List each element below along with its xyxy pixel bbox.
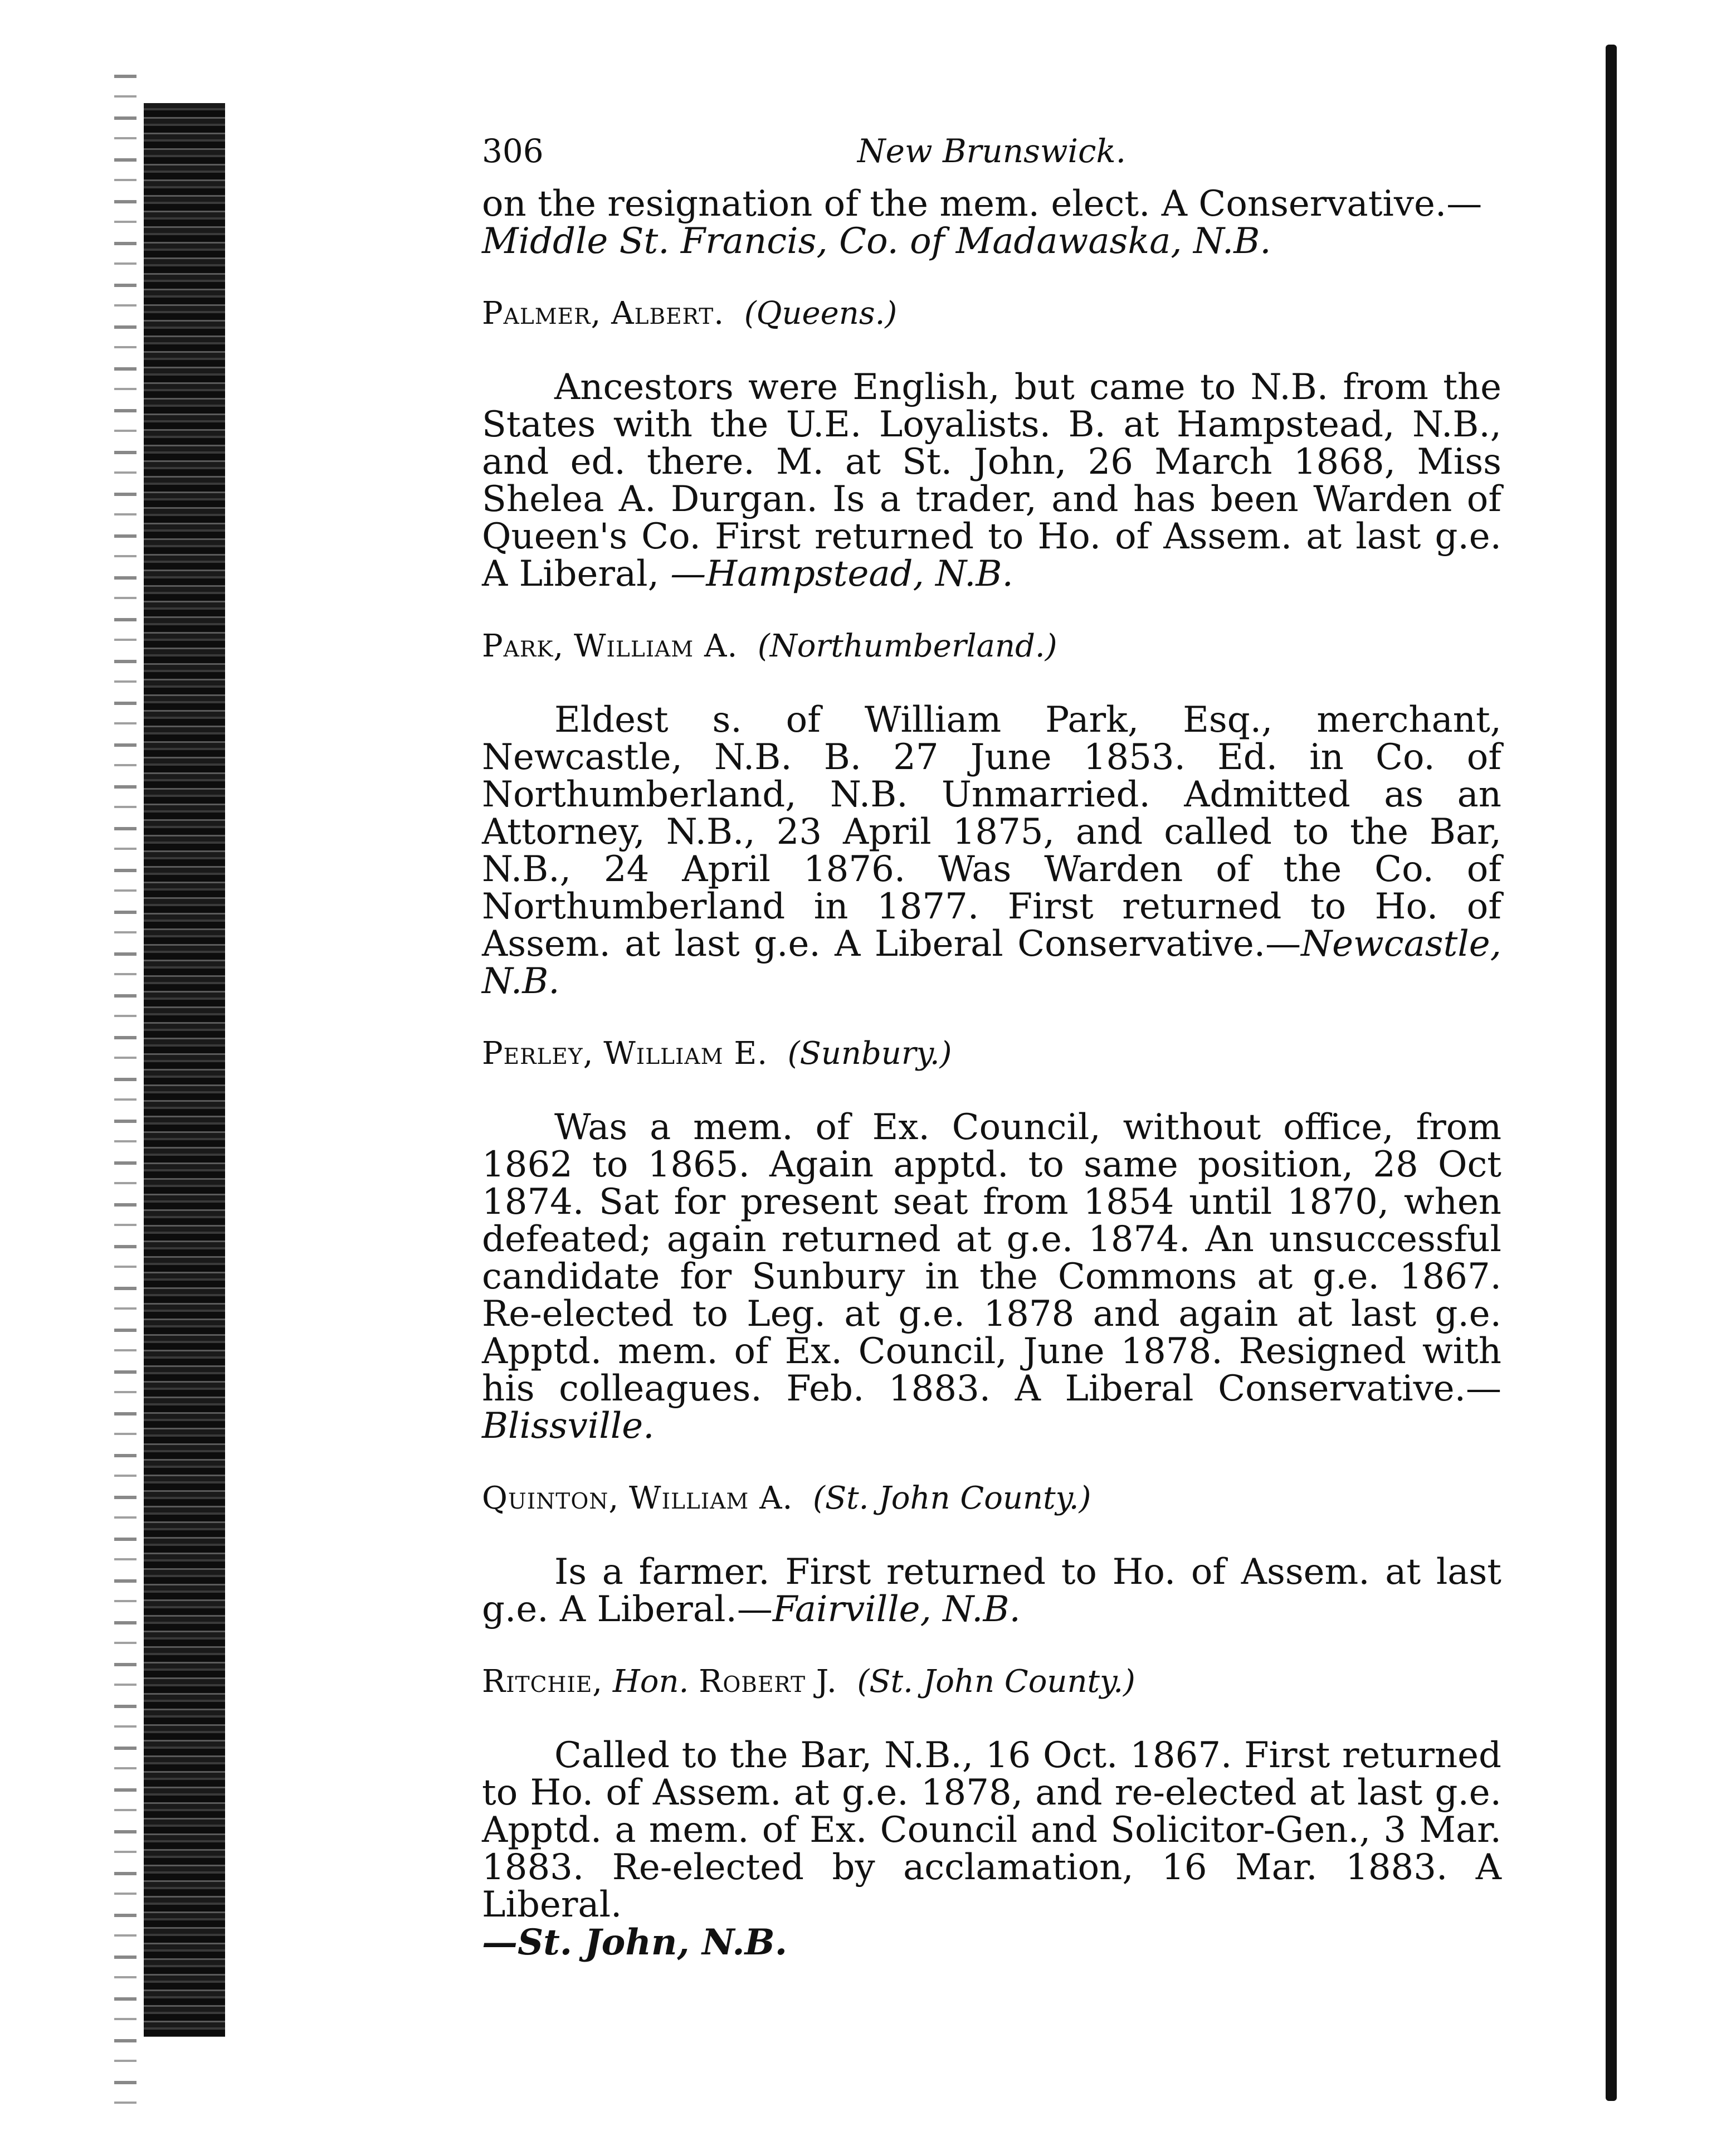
continuation-text: on the resignation of the mem. elect. A Conservative.— (482, 183, 1483, 225)
entry-honorific: Hon. (612, 1663, 689, 1700)
entry-quinton (482, 1480, 1501, 1628)
entry-body (482, 1109, 1501, 1445)
entry-perley (482, 1035, 1501, 1445)
entry-constituency: (Queens.) (744, 295, 898, 332)
running-title: New Brunswick. (857, 132, 1127, 170)
entry-constituency: (Sunbury.) (787, 1035, 952, 1072)
entry-body-text: Ancestors were English, but came to N.B. from the States with the U.E. Loyalists. B. at Hampstead, N.B., and ed. there. M. at St. John, 26 March 1868, Miss Shelea A. Durgan. Is a trader, and has been Warden of Queen's Co. First returned to Ho. of Assem. at last g.e. A Liberal, (482, 367, 1501, 595)
continuation-address: Middle St. Francis, Co. of Madawaska, N.B. (482, 221, 1271, 262)
entry-address: —Hampstead, N.B. (670, 553, 1013, 595)
entry-constituency: (St. John County.) (812, 1480, 1091, 1516)
page-number: 306 (482, 132, 544, 170)
entry-body-text: Was a mem. of Ex. Council, without office, from 1862 to 1865. Again apptd. to same position, 28 Oct 1874. Sat for present seat from 1854 until 1870, when defeated; again returned at g.e. 1874. An unsuccessful candidate for Sunbury in the Commons at g.e. 1867. Re-elected to Leg. at g.e. 1878 and again at last g.e. Apptd. mem. of Ex. Council, June 1878. Resigned with his colleagues. Feb. 1883. A Liberal Conservative.— (482, 1107, 1501, 1409)
entry-body-text: Is a farmer. First returned to Ho. of Assem. at last g.e. A Liberal.— (482, 1551, 1501, 1630)
entry-heading (482, 1480, 1501, 1517)
entry-body (482, 699, 1501, 1002)
entry-address: Blissville. (482, 1405, 655, 1447)
entry-address: Fairville, N.B. (772, 1589, 1021, 1630)
entry-heading (482, 628, 1501, 665)
page-text (482, 133, 1501, 1996)
entry-heading (482, 1663, 1501, 1700)
entry-address: —St. John, N.B. (482, 1922, 787, 1963)
entry-body (482, 369, 1501, 593)
entry-constituency: (Northumberland.) (757, 628, 1057, 664)
entry-heading (482, 1035, 1501, 1072)
entry-body (482, 1737, 1501, 1962)
binding-shadow (144, 103, 225, 2037)
entry-surname: Ritchie, (482, 1663, 603, 1700)
entry-address: Newcastle, N.B. (482, 923, 1501, 1002)
entry-given-name: William A. (573, 628, 738, 664)
entry-surname: Park, (482, 628, 564, 664)
entry-ritchie (482, 1663, 1501, 1962)
entry-constituency: (St. John County.) (857, 1663, 1135, 1700)
entry-given-name: Albert. (611, 295, 725, 332)
continuation-paragraph (482, 183, 1501, 262)
entry-surname: Palmer, (482, 295, 602, 332)
entry-surname: Quinton, (482, 1480, 620, 1516)
entry-given-name: William E. (603, 1035, 768, 1072)
page-edge-bar (1606, 45, 1617, 2101)
binding-speckle (114, 56, 136, 2118)
entry-body-text: Called to the Bar, N.B., 16 Oct. 1867. First returned to Ho. of Assem. at g.e. 1878, and re-elected at last g.e. Apptd. a mem. of Ex. Council and Solicitor-Gen., 3 Mar. 1883. Re-elected by acclamation, 16 Mar. 1883. A Liberal. (482, 1735, 1501, 1925)
entry-given-name: Robert J. (699, 1663, 837, 1700)
entry-surname: Perley, (482, 1035, 594, 1072)
entry-park (482, 628, 1501, 1000)
entry-palmer (482, 295, 1501, 593)
entry-heading (482, 295, 1501, 332)
entry-body (482, 1551, 1501, 1630)
entry-body-text: Eldest s. of William Park, Esq., merchant, Newcastle, N.B. B. 27 June 1853. Ed. in Co. of Northumberland, N.B. Unmarried. Admitted as an Attorney, N.B., 23 April 1875, and called to the Bar, N.B., 24 April 1876. Was Warden of the Co. of Northumberland in 1877. First returned to Ho. of Assem. at last g.e. A Liberal Conservative.— (482, 699, 1501, 965)
running-header (482, 133, 1501, 186)
entry-given-name: William A. (629, 1480, 793, 1516)
